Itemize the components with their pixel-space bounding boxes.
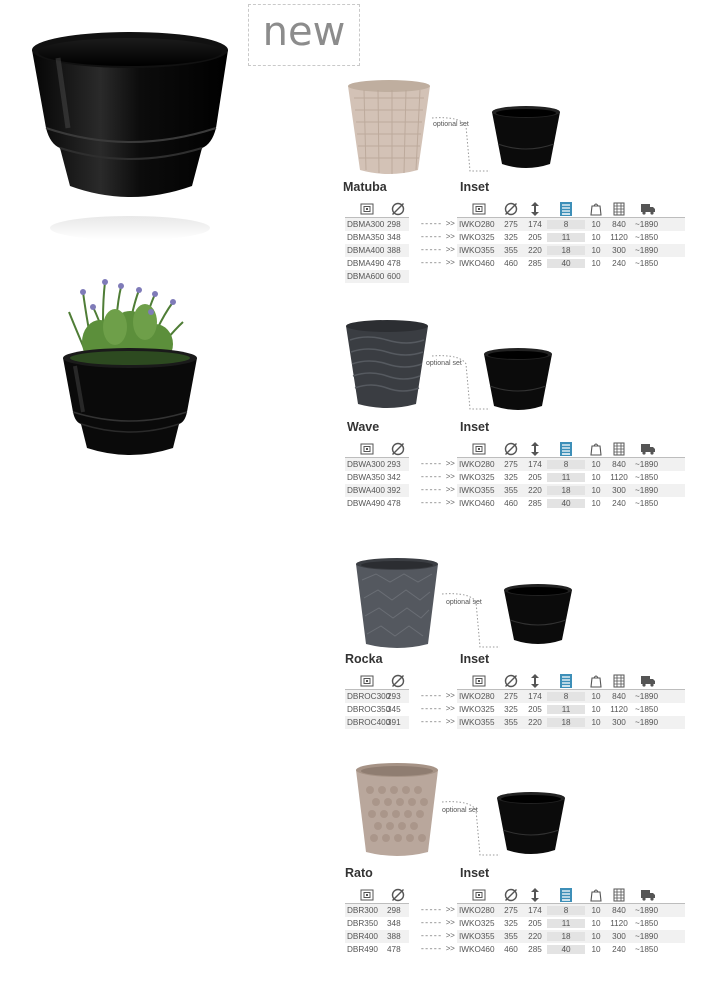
optional-set-label: optional set bbox=[442, 807, 478, 814]
package-bag-icon bbox=[585, 888, 607, 902]
product-diameter: 478 bbox=[387, 499, 401, 508]
inset-code: IWKO280 bbox=[459, 220, 495, 229]
product-table bbox=[345, 440, 409, 510]
product-code: DBR300 bbox=[347, 906, 378, 915]
inset-pallet: 40 bbox=[547, 945, 585, 954]
table-row bbox=[345, 270, 409, 283]
inset-box: 840 bbox=[612, 220, 626, 229]
new-badge-text: new bbox=[262, 9, 346, 55]
weight-truck-icon bbox=[631, 889, 685, 901]
table-row bbox=[457, 231, 685, 244]
series-section-rocka bbox=[340, 552, 685, 752]
inset-pack: 10 bbox=[591, 919, 601, 928]
diameter-icon bbox=[387, 202, 409, 216]
inset-diameter: 460 bbox=[504, 499, 518, 508]
catalog-code-icon bbox=[345, 889, 387, 901]
height-icon bbox=[523, 202, 547, 216]
inset-code: IWKO280 bbox=[459, 692, 495, 701]
inset-diameter: 460 bbox=[504, 945, 518, 954]
table-row bbox=[345, 458, 409, 471]
arrow-column bbox=[420, 218, 454, 270]
arrow-connector: ----- >> bbox=[420, 919, 455, 928]
arrow-connector: ----- >> bbox=[420, 499, 455, 508]
inset-title: Inset bbox=[460, 420, 490, 434]
carton-box-icon bbox=[607, 202, 631, 216]
inset-height: 220 bbox=[528, 718, 542, 727]
inset-title: Inset bbox=[460, 180, 490, 194]
inset-table bbox=[457, 200, 685, 270]
arrow-connector: ----- >> bbox=[420, 486, 455, 495]
table-row bbox=[457, 257, 685, 270]
inset-title: Inset bbox=[460, 652, 490, 666]
table-row bbox=[457, 458, 685, 471]
package-bag-icon bbox=[585, 202, 607, 216]
product-diameter: 391 bbox=[387, 718, 401, 727]
inset-box: 1120 bbox=[610, 233, 628, 242]
inset-pack: 10 bbox=[591, 486, 601, 495]
table-row bbox=[457, 943, 685, 956]
table-row bbox=[457, 471, 685, 484]
carton-box-icon bbox=[607, 674, 631, 688]
product-code: DBWA400 bbox=[347, 486, 385, 495]
catalog-code-icon bbox=[345, 203, 387, 215]
table-row bbox=[345, 471, 409, 484]
inset-pack: 10 bbox=[591, 460, 601, 469]
inset-box: 240 bbox=[612, 499, 626, 508]
inset-diameter: 275 bbox=[504, 220, 518, 229]
product-table bbox=[345, 200, 409, 283]
product-diameter: 298 bbox=[387, 906, 401, 915]
inset-pack: 10 bbox=[591, 945, 601, 954]
inset-box: 1120 bbox=[610, 919, 628, 928]
pallet-stack-icon bbox=[547, 888, 585, 902]
table-row bbox=[457, 917, 685, 930]
table-row bbox=[457, 244, 685, 257]
inset-diameter: 355 bbox=[504, 718, 518, 727]
series-title: Rato bbox=[345, 866, 373, 880]
inset-pack: 10 bbox=[591, 906, 601, 915]
inset-pallet: 18 bbox=[547, 246, 585, 255]
table-row bbox=[457, 904, 685, 917]
inset-table bbox=[457, 886, 685, 956]
product-code: DBMA490 bbox=[347, 259, 385, 268]
wave-pot-image bbox=[342, 318, 432, 413]
product-code: DBR350 bbox=[347, 919, 378, 928]
inset-pack: 10 bbox=[591, 692, 601, 701]
table-row bbox=[345, 218, 409, 231]
package-bag-icon bbox=[585, 442, 607, 456]
inset-weight: ~1850 bbox=[635, 499, 658, 508]
inset-height: 174 bbox=[528, 906, 542, 915]
diameter-icon bbox=[499, 674, 523, 688]
inset-weight: ~1850 bbox=[635, 233, 658, 242]
inset-weight: ~1850 bbox=[635, 705, 658, 714]
arrow-connector: ----- >> bbox=[420, 692, 455, 701]
inset-diameter: 275 bbox=[504, 692, 518, 701]
inset-box: 840 bbox=[612, 460, 626, 469]
product-table bbox=[345, 672, 409, 729]
table-row bbox=[345, 930, 409, 943]
catalog-code-icon bbox=[457, 889, 499, 901]
product-code: DBMA600 bbox=[347, 272, 385, 281]
optional-set-label: optional set bbox=[426, 360, 462, 367]
rato-pot-image bbox=[352, 760, 442, 860]
inset-code: IWKO325 bbox=[459, 705, 495, 714]
inset-box: 300 bbox=[612, 718, 626, 727]
arrow-connector: ----- >> bbox=[420, 259, 455, 268]
table-row bbox=[345, 703, 409, 716]
height-icon bbox=[523, 674, 547, 688]
diameter-icon bbox=[387, 442, 409, 456]
product-diameter: 348 bbox=[387, 919, 401, 928]
product-diameter: 293 bbox=[387, 460, 401, 469]
product-code: DBR400 bbox=[347, 932, 378, 941]
inset-pallet: 18 bbox=[547, 718, 585, 727]
inset-height: 285 bbox=[528, 945, 542, 954]
series-title: Rocka bbox=[345, 652, 383, 666]
optional-set-connector bbox=[430, 116, 490, 176]
arrow-column bbox=[420, 904, 454, 956]
product-diameter: 600 bbox=[387, 272, 401, 281]
inset-box: 240 bbox=[612, 945, 626, 954]
inset-pallet: 11 bbox=[547, 919, 585, 928]
product-code: DBROC400 bbox=[347, 718, 391, 727]
inset-code: IWKO355 bbox=[459, 718, 495, 727]
inset-code: IWKO355 bbox=[459, 932, 495, 941]
table-row bbox=[457, 703, 685, 716]
inset-diameter: 355 bbox=[504, 246, 518, 255]
arrow-connector: ----- >> bbox=[420, 932, 455, 941]
table-row bbox=[345, 231, 409, 244]
product-diameter: 348 bbox=[387, 233, 401, 242]
arrow-connector: ----- >> bbox=[420, 220, 455, 229]
inset-height: 205 bbox=[528, 705, 542, 714]
product-code: DBMA300 bbox=[347, 220, 385, 229]
product-code: DBWA350 bbox=[347, 473, 385, 482]
product-diameter: 478 bbox=[387, 259, 401, 268]
diameter-icon bbox=[499, 442, 523, 456]
inset-code: IWKO325 bbox=[459, 919, 495, 928]
series-section-wave bbox=[340, 318, 685, 528]
arrow-connector: ----- >> bbox=[420, 718, 455, 727]
inset-box: 300 bbox=[612, 246, 626, 255]
inset-weight: ~1890 bbox=[635, 718, 658, 727]
inset-pack: 10 bbox=[591, 246, 601, 255]
inset-pallet: 8 bbox=[547, 906, 585, 915]
inset-pallet: 11 bbox=[547, 233, 585, 242]
inset-code: IWKO280 bbox=[459, 460, 495, 469]
inset-height: 205 bbox=[528, 919, 542, 928]
inset-height: 220 bbox=[528, 246, 542, 255]
product-diameter: 298 bbox=[387, 220, 401, 229]
inset-pot-image bbox=[490, 104, 562, 174]
diameter-icon bbox=[387, 888, 409, 902]
carton-box-icon bbox=[607, 888, 631, 902]
inset-code: IWKO325 bbox=[459, 233, 495, 242]
optional-set-connector bbox=[440, 592, 500, 652]
inset-height: 285 bbox=[528, 259, 542, 268]
diameter-icon bbox=[387, 674, 409, 688]
inset-box: 1120 bbox=[610, 705, 628, 714]
optional-set-label: optional set bbox=[433, 121, 469, 128]
inset-diameter: 460 bbox=[504, 259, 518, 268]
table-row bbox=[345, 943, 409, 956]
product-diameter: 345 bbox=[387, 705, 401, 714]
pallet-stack-icon bbox=[547, 202, 585, 216]
inset-pack: 10 bbox=[591, 718, 601, 727]
carton-box-icon bbox=[607, 442, 631, 456]
inset-diameter: 275 bbox=[504, 906, 518, 915]
catalog-code-icon bbox=[457, 203, 499, 215]
optional-set-connector bbox=[440, 800, 500, 860]
inset-weight: ~1890 bbox=[635, 460, 658, 469]
arrow-connector: ----- >> bbox=[420, 473, 455, 482]
inset-title: Inset bbox=[460, 866, 490, 880]
series-section-matuba bbox=[340, 78, 685, 298]
inset-pack: 10 bbox=[591, 932, 601, 941]
inset-height: 220 bbox=[528, 932, 542, 941]
inset-pallet: 40 bbox=[547, 499, 585, 508]
inset-diameter: 355 bbox=[504, 932, 518, 941]
table-row bbox=[345, 257, 409, 270]
inset-pallet: 18 bbox=[547, 486, 585, 495]
table-row bbox=[345, 244, 409, 257]
inset-pot-image bbox=[502, 582, 574, 650]
inset-box: 300 bbox=[612, 486, 626, 495]
series-section-rato bbox=[340, 760, 685, 980]
arrow-connector: ----- >> bbox=[420, 906, 455, 915]
series-title: Matuba bbox=[343, 180, 387, 194]
product-diameter: 342 bbox=[387, 473, 401, 482]
inset-weight: ~1850 bbox=[635, 259, 658, 268]
inset-diameter: 325 bbox=[504, 705, 518, 714]
inset-code: IWKO280 bbox=[459, 906, 495, 915]
inset-table bbox=[457, 672, 685, 729]
inset-pallet: 8 bbox=[547, 692, 585, 701]
catalog-code-icon bbox=[345, 443, 387, 455]
product-table bbox=[345, 886, 409, 956]
table-row bbox=[457, 930, 685, 943]
inset-code: IWKO460 bbox=[459, 945, 495, 954]
inset-weight: ~1890 bbox=[635, 906, 658, 915]
inset-diameter: 275 bbox=[504, 460, 518, 469]
inset-pallet: 11 bbox=[547, 473, 585, 482]
inset-height: 220 bbox=[528, 486, 542, 495]
inset-pot-image bbox=[482, 346, 554, 416]
inset-code: IWKO325 bbox=[459, 473, 495, 482]
table-row bbox=[457, 690, 685, 703]
diameter-icon bbox=[499, 202, 523, 216]
inset-box: 240 bbox=[612, 259, 626, 268]
arrow-connector: ----- >> bbox=[420, 705, 455, 714]
product-diameter: 392 bbox=[387, 486, 401, 495]
series-title: Wave bbox=[347, 420, 380, 434]
product-code: DBWA490 bbox=[347, 499, 385, 508]
inset-diameter: 325 bbox=[504, 473, 518, 482]
product-diameter: 388 bbox=[387, 246, 401, 255]
inset-height: 205 bbox=[528, 473, 542, 482]
product-code: DBROC300 bbox=[347, 692, 391, 701]
inset-height: 174 bbox=[528, 692, 542, 701]
inset-pack: 10 bbox=[591, 473, 601, 482]
inset-weight: ~1850 bbox=[635, 473, 658, 482]
inset-weight: ~1890 bbox=[635, 220, 658, 229]
optional-set-connector bbox=[430, 354, 490, 414]
rocka-pot-image bbox=[352, 556, 442, 652]
table-row bbox=[345, 716, 409, 729]
table-row bbox=[345, 917, 409, 930]
product-diameter: 293 bbox=[387, 692, 401, 701]
inset-diameter: 325 bbox=[504, 919, 518, 928]
inset-pallet: 40 bbox=[547, 259, 585, 268]
table-row bbox=[345, 497, 409, 510]
planted-lavender-pot-image bbox=[55, 272, 205, 472]
inset-code: IWKO460 bbox=[459, 499, 495, 508]
arrow-column bbox=[420, 690, 454, 729]
table-row bbox=[457, 716, 685, 729]
product-code: DBWA300 bbox=[347, 460, 385, 469]
inset-diameter: 325 bbox=[504, 233, 518, 242]
inset-weight: ~1850 bbox=[635, 919, 658, 928]
table-row bbox=[345, 484, 409, 497]
table-row bbox=[345, 904, 409, 917]
inset-pack: 10 bbox=[591, 705, 601, 714]
inset-pallet: 11 bbox=[547, 705, 585, 714]
arrow-connector: ----- >> bbox=[420, 460, 455, 469]
inset-code: IWKO460 bbox=[459, 259, 495, 268]
inset-code: IWKO355 bbox=[459, 486, 495, 495]
product-code: DBMA350 bbox=[347, 233, 385, 242]
inset-pallet: 8 bbox=[547, 220, 585, 229]
inset-box: 300 bbox=[612, 932, 626, 941]
inset-code: IWKO355 bbox=[459, 246, 495, 255]
product-diameter: 388 bbox=[387, 932, 401, 941]
inset-box: 840 bbox=[612, 692, 626, 701]
product-code: DBR490 bbox=[347, 945, 378, 954]
weight-truck-icon bbox=[631, 675, 685, 687]
arrow-connector: ----- >> bbox=[420, 233, 455, 242]
inset-table bbox=[457, 440, 685, 510]
arrow-connector: ----- >> bbox=[420, 246, 455, 255]
inset-height: 174 bbox=[528, 220, 542, 229]
pallet-stack-icon bbox=[547, 674, 585, 688]
inset-pallet: 8 bbox=[547, 460, 585, 469]
inset-height: 205 bbox=[528, 233, 542, 242]
inset-weight: ~1890 bbox=[635, 932, 658, 941]
arrow-connector: ----- >> bbox=[420, 945, 455, 954]
inset-weight: ~1890 bbox=[635, 246, 658, 255]
inset-pack: 10 bbox=[591, 259, 601, 268]
inset-pack: 10 bbox=[591, 233, 601, 242]
arrow-column bbox=[420, 458, 454, 510]
new-badge bbox=[248, 4, 360, 66]
package-bag-icon bbox=[585, 674, 607, 688]
weight-truck-icon bbox=[631, 203, 685, 215]
table-row bbox=[457, 484, 685, 497]
table-row bbox=[345, 690, 409, 703]
inset-pallet: 18 bbox=[547, 932, 585, 941]
table-row bbox=[457, 218, 685, 231]
inset-pack: 10 bbox=[591, 220, 601, 229]
inset-weight: ~1890 bbox=[635, 486, 658, 495]
product-code: DBMA400 bbox=[347, 246, 385, 255]
inset-pot-image bbox=[495, 790, 567, 860]
optional-set-label: optional set bbox=[446, 599, 482, 606]
inset-height: 285 bbox=[528, 499, 542, 508]
pallet-stack-icon bbox=[547, 442, 585, 456]
inset-diameter: 355 bbox=[504, 486, 518, 495]
catalog-code-icon bbox=[457, 675, 499, 687]
inset-box: 1120 bbox=[610, 473, 628, 482]
inset-weight: ~1890 bbox=[635, 692, 658, 701]
weight-truck-icon bbox=[631, 443, 685, 455]
table-row bbox=[457, 497, 685, 510]
catalog-code-icon bbox=[345, 675, 387, 687]
diameter-icon bbox=[499, 888, 523, 902]
product-diameter: 478 bbox=[387, 945, 401, 954]
inset-pack: 10 bbox=[591, 499, 601, 508]
catalog-code-icon bbox=[457, 443, 499, 455]
matuba-pot-image bbox=[344, 78, 434, 178]
inset-height: 174 bbox=[528, 460, 542, 469]
black-inset-pot-image bbox=[20, 28, 240, 248]
height-icon bbox=[523, 442, 547, 456]
inset-weight: ~1850 bbox=[635, 945, 658, 954]
height-icon bbox=[523, 888, 547, 902]
product-code: DBROC350 bbox=[347, 705, 391, 714]
inset-box: 840 bbox=[612, 906, 626, 915]
